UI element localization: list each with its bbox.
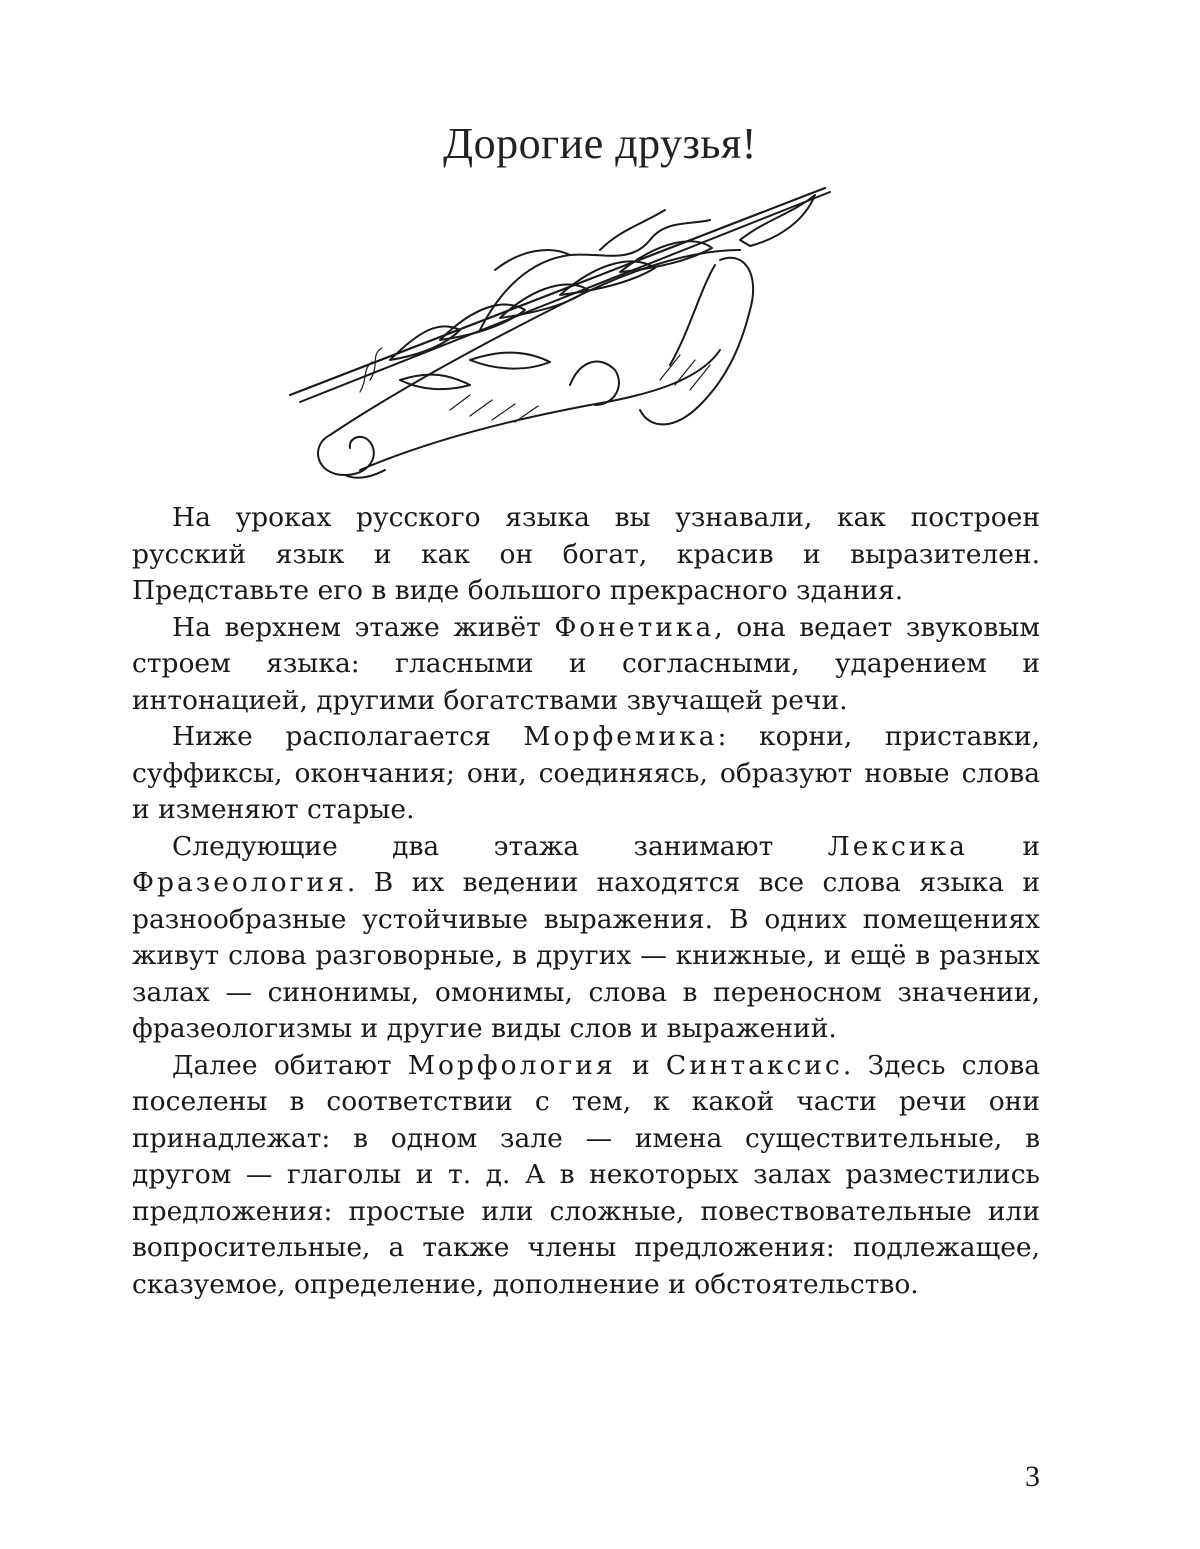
paragraph-3-text-a: Ниже располагается [172, 721, 524, 752]
scroll-with-quill-icon [270, 180, 840, 490]
paragraph-5-text-b: . Здесь слова поселены в соответствии с тем, к какой части речи они принадлежат: в одном зале — имена существительные, в другом — глаголы и т. д. А в некоторых залах разместились предложения: простые или сложные, повествовательные или вопросительные, а также члены предложения: подлежащее, сказуемое, определение, дополнение и обстоятельство. [132, 1049, 1041, 1300]
page-title: Дорогие друзья! [443, 119, 757, 168]
paragraph-2-text-a: На верхнем этаже живёт [172, 611, 555, 643]
paragraph-3 [132, 719, 1040, 829]
paragraph-5-text-mid: и [615, 1049, 666, 1081]
paragraph-3-text-b: : корни, приставки, суффиксы, окончания; они, соединяясь, образуют новые слова и изменяют старые. [132, 721, 1040, 825]
term-phonetics: Фонетика [554, 611, 715, 643]
term-morphemics: Морфемика [523, 721, 718, 752]
paragraph-2 [132, 610, 1040, 720]
paragraph-1-text: На уроках русского языка вы узнавали, как построен русский язык и как он богат, красив и выразителен. Представьте его в виде большого прекрасного здания. [132, 502, 1040, 606]
paragraph-5 [132, 1048, 1040, 1304]
body-text [132, 500, 1040, 1303]
paragraph-4-text-b: . В их ведении находятся все слова языка и разнообразные устойчивые выражения. В одних помещениях живут слова разговорные, в других — книжные, и ещё в разных залах — синонимы, омонимы, слова в переносном значении, фразеологизмы и другие виды слов и выражений. [132, 867, 1040, 1044]
page-number: 3 [1025, 1460, 1040, 1493]
paragraph-4-text-a: Следующие два этажа занимают [172, 830, 828, 862]
paragraph-1 [132, 500, 1040, 610]
term-lexicon: Лексика [827, 830, 968, 862]
term-morphology: Морфология [407, 1049, 616, 1081]
term-syntax: Синтаксис [665, 1049, 843, 1081]
paragraph-5-text-a: Далее обитают [172, 1049, 408, 1081]
paragraph-2-text-b: , она ведает звуковым строем языка: гласными и согласными, ударением и интонацией, другими богатствами звучащей речи. [132, 611, 1040, 716]
term-phraseology: Фразеология [132, 867, 347, 898]
paragraph-4-text-mid: и [967, 830, 1040, 862]
paragraph-4 [132, 829, 1040, 1048]
